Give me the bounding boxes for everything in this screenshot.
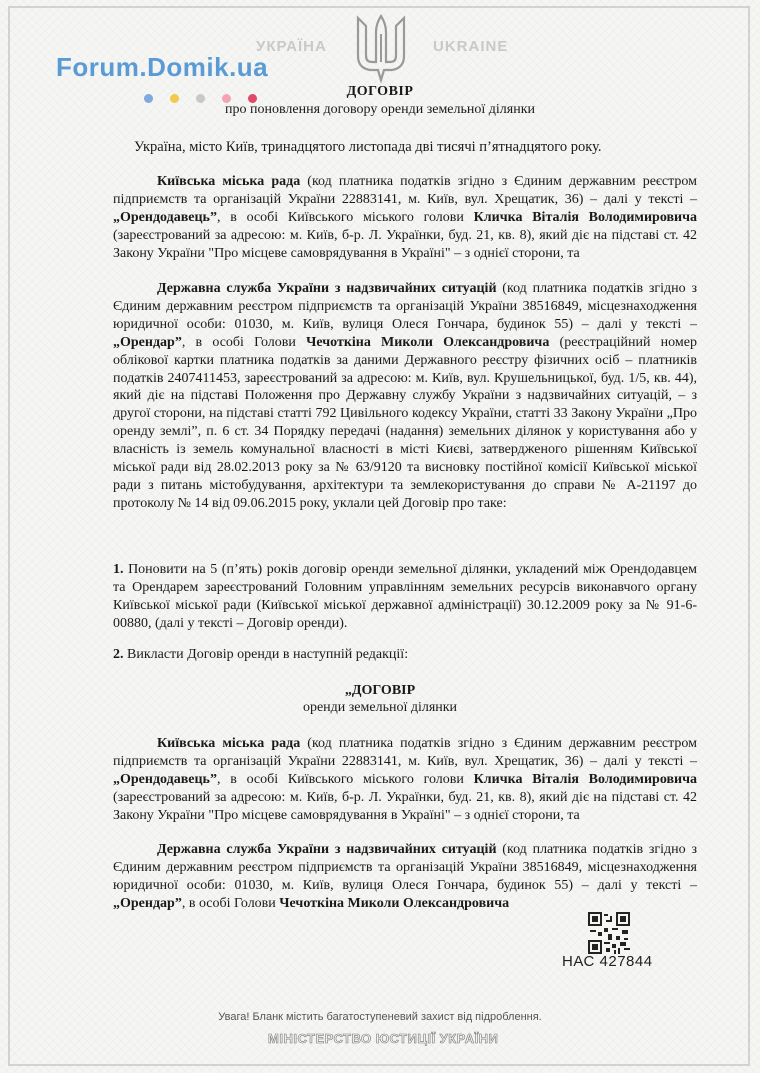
security-warning: Увага! Бланк містить багатоступеневий захист від підроблення. (218, 1011, 542, 1023)
party1-repeat-role: „Орендодавець” (113, 771, 217, 787)
party2-text-a: (код платника податків згідно з Єдиним державним реєстром підприємств та організацій України 38516849, місцезнаходження юридичної особи: 01030, м. Київ, вулиця Олеся Гончара, будинок 55) – далі у тексті – (113, 281, 697, 332)
party1-role: „Орендодавець” (113, 209, 217, 225)
party1-repeat-name: Київська міська рада (157, 736, 301, 751)
item1-number: 1. (113, 562, 124, 577)
party1-repeat-paragraph (113, 735, 697, 825)
party2-paragraph (113, 280, 697, 513)
header-ukraine-en: UKRAINE (433, 38, 509, 55)
item2-paragraph (113, 646, 697, 664)
document-title: ДОГОВІР (346, 84, 414, 99)
party2-repeat-paragraph (113, 841, 697, 913)
item2-number: 2. (113, 647, 124, 662)
party1-repeat-person: Кличка Віталія Володимировича (473, 771, 697, 787)
party2-role: „Орендар” (113, 334, 182, 350)
qr-code-icon (588, 912, 630, 954)
item1-text: Поновити на 5 (п’ять) років договір оренди земельної ділянки, укладений між Орендодавцем та Орендарем зареєстрований Головним управлінням земельних ресурсів виконавчого органу Київської міської ради (Київської міської державної адміністрації) 30.12.2009 року за № 91-6-00880, (далі у тексті – Договір оренди). (113, 562, 697, 631)
blank-serial-number: НАС 427844 (562, 953, 653, 970)
party1-text-c: (зареєстрований за адресою: м. Київ, б-р. Л. Українки, буд. 21, кв. 8), який діє на підставі ст. 42 Закону України "Про місцеве самоврядування в Україні" – з однієї сторони, та (113, 227, 697, 261)
party2-repeat-role: „Орендар” (113, 895, 182, 911)
party1-person: Кличка Віталія Володимировича (473, 209, 697, 225)
party1-repeat-text-a: (код платника податків згідно з Єдиним державним реєстром підприємств та організацій України 22883141, м. Київ, вул. Хрещатик, 36) – далі у тексті – (113, 736, 698, 769)
party2-repeat-text-a: (код платника податків згідно з Єдиним державним реєстром підприємств та організацій України 38516849, місцезнаходження юридичної особи: 01030, м. Київ, вулиця Олеся Гончара, будинок 55) – далі у тексті – (113, 842, 697, 893)
place-and-date: Україна, місто Київ, тринадцятого листопада дві тисячі п’ятнадцятого року. (134, 139, 602, 155)
item2-text: Викласти Договір оренди в наступній редакції: (123, 647, 409, 662)
party2-text-b: , в особі Голови (181, 334, 307, 350)
inner-contract-title: „ДОГОВІР (344, 683, 416, 698)
item1-paragraph (113, 561, 697, 633)
party2-repeat-text-b: , в особі Голови (181, 895, 280, 911)
party1-repeat-text-b: , в особі Київського міського голови (216, 771, 474, 787)
party1-paragraph (113, 173, 697, 263)
party1-name: Київська міська рада (157, 174, 301, 189)
party2-text-c: (реєстраційний номер облікової картки платника податків за даними Державного реєстру фізичних осіб – платників податків 2407411453, зареєстрований за адресою: м. Київ, вул. Крушельницької, буд. 1/5, кв. 44), який діє на підставі Положення про Державну службу України з надзвичайних ситуацій, – з другої сторони, на підставі статті 792 Цивільного кодексу України, статті 33 Закону України „Про оренду землі”, п. 6 ст. 34 Порядку передачі (надання) земельних ділянок у користування або у власність із земель комунальної власності в місті Києві, затвердженого рішенням Київської міської ради від 28.02.2013 року за № 63/9120 та висновку постійної комісії Київської міської ради з питань містобудування, архітектури та землекористування до справи № А-21197 до протоколу № 14 від 09.06.2015 року, уклали цей Договір про таке: (113, 334, 697, 511)
party1-repeat-text-c: (зареєстрований за адресою: м. Київ, б-р. Л. Українки, буд. 21, кв. 8), який діє на підставі ст. 42 Закону України "Про місцеве самоврядування в Україні" – з однієї сторони, та (113, 789, 697, 823)
forum-watermark: Forum.Domik.ua (56, 52, 269, 82)
inner-contract-subtitle: оренди земельної ділянки (302, 700, 458, 715)
party2-repeat-name: Державна служба України з надзвичайних ситуацій (157, 842, 497, 857)
party2-repeat-person: Чечоткіна Миколи Олександровича (279, 895, 510, 911)
trident-emblem-icon (352, 12, 410, 84)
party2-name: Державна служба України з надзвичайних ситуацій (157, 281, 497, 296)
party1-text-b: , в особі Київського міського голови (216, 209, 474, 225)
header-ukraine-ua: УКРАЇНА (256, 38, 327, 55)
ministry-footer: МІНІСТЕРСТВО ЮСТИЦІЇ УКРАЇНИ (268, 1031, 499, 1046)
party2-person: Чечоткіна Миколи Олександровича (306, 334, 550, 350)
document-subtitle: про поновлення договору оренди земельної ділянки (225, 102, 535, 117)
party1-text-a: (код платника податків згідно з Єдиним державним реєстром підприємств та організацій України 22883141, м. Київ, вул. Хрещатик, 36) – далі у тексті – (113, 174, 698, 207)
